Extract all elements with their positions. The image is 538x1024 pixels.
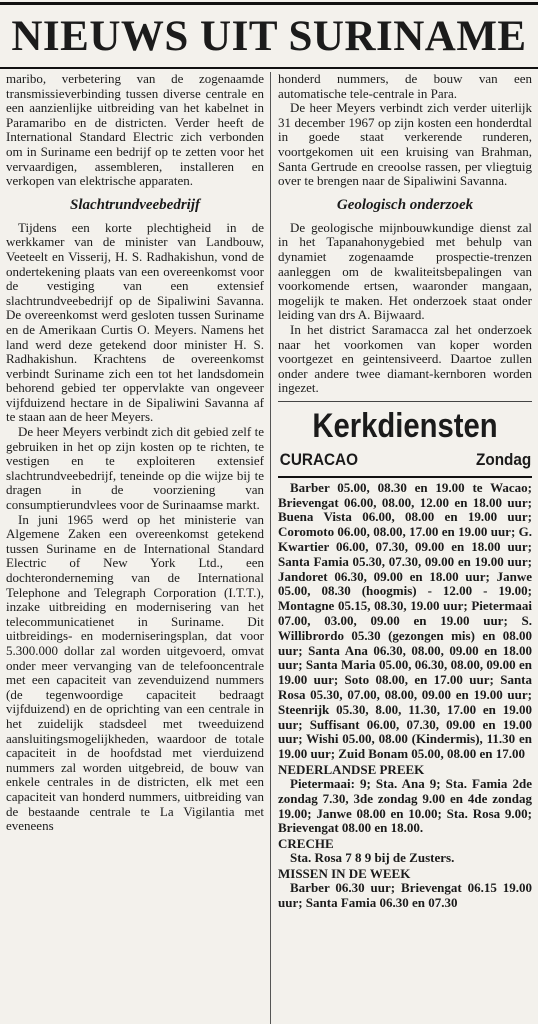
left-paragraph-2: De heer Meyers verbindt zich dit gebied zelf te gebruiken in het op zijn kosten op te richten, te vestigen en te exploiteren extensief slachtrundveebedrijf, teneinde op die wijze bij te dragen in de voorziening van consumptierundvlees voor de Surinaamse markt.: [6, 424, 264, 513]
kerkdiensten-place: CURACAO: [279, 449, 359, 469]
creche-text: Sta. Rosa 7 8 9 bij de Zusters.: [290, 850, 455, 866]
kerkdiensten-rule: [278, 476, 532, 478]
kerkdiensten-subheading: [278, 450, 538, 470]
masthead-title: NIEUWS UIT SURINAME: [11, 13, 527, 60]
preek-text: Pietermaai: 9; Sta. Ana 9; Sta. Famia 2de zondag 7.30, 3de zondag 9.00 en 4de zondag 19.00; Janwe 08.00 en 10.00; Sta. Rosa 9.00; Brievengat 08.00 en 18.00.: [278, 776, 532, 836]
kerkdiensten-listing: [278, 481, 532, 911]
missen-text: Barber 06.30 uur; Brievengat 06.15 19.00 uur; Santa Famia 06.30 en 07.30: [278, 880, 532, 910]
right-intro-paragraph: honderd nummers, de bouw van een automatische tele-centrale in Para.: [278, 71, 532, 101]
left-paragraph-3: In juni 1965 werd op het ministerie van Algemene Zaken een overeenkomst getekend tussen Suriname en de International Standard Electric of New York Ltd., een dochteronderneming van de International Telephone and Telegraph Corporation (I.T.T.), inzake uitbreiding en modernisering van het telecommunicatienet in Suriname. Dit uitbreidings- en moderniseringsplan, dat voor 5.300.000 dollar zal worden uitgevoerd, omvat onder meer vervanging van de telefooncentrale met een capaciteit van zevenduizend nummers (de tegenwoordige capaciteit bedraagt vijfduizend) en de oprichting van een centrale in het zuidelijk stadsdeel met tweeduizend aansluitingsmogelijkheden, waardoor de totale capaciteit in de hoofdstad met vierduizend nummers zal worden uitgebreid, de bouw van enkele centrales in de districten, elk met een capaciteit van honderd nummers, uitbreiding van de bestaande centrale te La Vigilantia met eveneens: [6, 511, 264, 834]
masthead-rule: [0, 67, 538, 69]
section-heading-slachtrundveebedrijf: Slachtrundveebedrijf: [70, 196, 200, 213]
left-column: [6, 72, 264, 834]
right-column: [278, 72, 532, 911]
right-paragraph-1: De geologische mijnbouwkundige dienst zal in het Tapanahonygebied met behulp van dynamiet zogenaamde prospectie-trenzen aanleggen om de kwaliteitsbepalingen van voorkomende ertsen, waaronder mangaan, mogelijk te maken. Het onderzoek staat onder leiding van drs A. Bijwaard.: [278, 219, 532, 323]
preek-heading: NEDERLANDSE PREEK: [278, 762, 425, 778]
creche-heading: CRECHE: [278, 836, 334, 852]
top-rule: [0, 2, 538, 5]
kerkdiensten-day: Zondag: [476, 449, 532, 469]
kerkdiensten-separator: [278, 401, 532, 402]
left-paragraph-1: Tijdens een korte plechtigheid in de werkkamer van de minister van Landbouw, Veeteelt en Visserij, H. S. Radhakishun, vond de ondertekening plaats van een overeenkomst voor de vestiging van een extensief slachtrundveebedrijf op de Sipaliwini Savanna. De overeenkomst werd gesloten tussen Suriname en de Amerikaan Curtis O. Meyers. Namens het land werd deze getekend door minister H. S. Radhakishun. Krachtens de overeenkomst verbindt Suriname zich een tot het landsdomein behorend gebied ter oppervlakte van ongeveer vijfduizend hectare in de Sipaliwini Savanna af te staan aan de heer Meyers.: [6, 219, 264, 425]
right-paragraph-meyers: De heer Meyers verbindt zich verder uiterlijk 31 december 1967 op zijn kosten een honderdtal in goede staat verkerende runderen, voortgekomen uit een kruising van Brahman, Santa Gertrude en creoolse rassen, per vliegtuig over te brengen naar de Sipaliwini Savanna.: [278, 100, 532, 189]
kerkdiensten-schedule: Barber 05.00, 08.30 en 19.00 te Wacao; Brievengat 06.00, 08.00, 12.00 en 18.00 uur; Buena Vista 06.00, 08.00 en 19.00 uur; Coromoto 06.00, 08.00, 17.00 en 19.00 uur; G. Kwartier 06.00, 07.30, 09.00 en 18.00 uur; Santa Famia 05.30, 07.30, 09.00 en 19.00 uur; Jandoret 06.30, 09.00 en 18.00 uur; Janwe 05.00, 08.30 (hoogmis) - 12.00 - 19.00; Montagne 05.15, 08.30, 19.00 uur; Pietermaai 07.00, 03.00, 09.00 en 19.00 uur; S. Willibrordo 05.30 (gezongen mis) en 08.00 uur; Santa Ana 06.30, 08.00, 09.00 en 18.00 uur; Santa Maria 05.00, 06.30, 08.00, 09.00 en 19.00 uur; Soto 08.00, en 17.00 uur; Santa Rosa 05.30, 07.00, 08.00, 09.00 en 19.00 uur; Steenrijk 05.30, 8.00, 11.30, 17.00 en 19.00 uur; Suffisant 06.00, 07.30, 09.00 en 19.00 uur; Wishi 05.00, 08.00 (Kindermis), 11.30 en 19.00 uur; Zuid Bonam 05.00, 08.00 en 17.00: [278, 479, 532, 762]
right-paragraph-2: In het district Saramacca zal het onderzoek naar het voorkomen van koper worden voortgezet en geintensiveerd. Daartoe zullen onder andere twee diamant-kernboren worden ingezet.: [278, 321, 532, 396]
column-divider: [270, 72, 271, 1024]
section-heading-geologisch-onderzoek: Geologisch onderzoek: [336, 196, 474, 213]
left-intro-paragraph: maribo, verbetering van de zogenaamde transmissieverbinding tussen diverse centrale en een aanzienlijke uitbreiding van het kabelnet in Paramaribo en de districten. Verder heeft de International Standard Electric zich verbonden om in Suriname een bedrijf op te zetten voor het vervaardigen, assembleren, installeren en verkopen van elektrische apparaten.: [6, 71, 264, 189]
kerkdiensten-title: Kerkdiensten: [312, 406, 498, 445]
missen-heading: MISSEN IN DE WEEK: [278, 866, 411, 881]
